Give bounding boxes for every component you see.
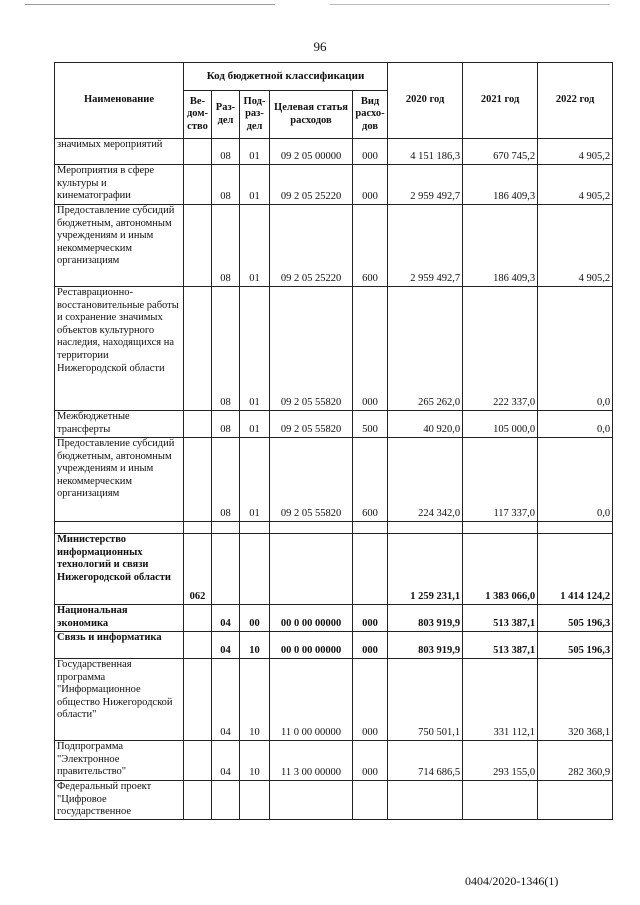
row-vid — [353, 522, 388, 534]
header-2022: 2022 год — [538, 63, 613, 139]
row-vedomstvo — [184, 741, 212, 781]
row-2021 — [463, 522, 538, 534]
row-2021: 670 745,2 — [463, 139, 538, 165]
row-name: Национальная экономика — [55, 605, 184, 632]
row-razdel: 08 — [212, 438, 240, 522]
row-vid — [353, 781, 388, 820]
table-row — [55, 411, 613, 438]
row-2020: 4 151 186,3 — [388, 139, 463, 165]
row-2020: 2 959 492,7 — [388, 205, 463, 287]
row-podrazdel: 10 — [240, 659, 270, 741]
row-2021 — [463, 781, 538, 820]
row-razdel: 04 — [212, 659, 240, 741]
row-2022 — [538, 781, 613, 820]
row-vedomstvo — [184, 605, 212, 632]
row-podrazdel: 00 — [240, 605, 270, 632]
table-row — [55, 205, 613, 287]
row-vid: 000 — [353, 287, 388, 411]
table-body — [55, 139, 613, 820]
row-target: 09 2 05 00000 — [270, 139, 353, 165]
row-razdel: 04 — [212, 741, 240, 781]
row-name: значимых мероприятий — [55, 139, 184, 165]
row-target: 09 2 05 25220 — [270, 165, 353, 205]
row-2020: 265 262,0 — [388, 287, 463, 411]
row-2022: 505 196,3 — [538, 632, 613, 659]
row-2020: 224 342,0 — [388, 438, 463, 522]
row-2022: 0,0 — [538, 411, 613, 438]
row-target — [270, 522, 353, 534]
row-vedomstvo — [184, 411, 212, 438]
row-razdel: 08 — [212, 287, 240, 411]
table-row — [55, 632, 613, 659]
row-name: Министерство информационных технологий и связи Нижегородской области — [55, 534, 184, 605]
table-row — [55, 522, 613, 534]
header-podrazdel: Под- раз- дел — [240, 91, 270, 139]
row-razdel — [212, 522, 240, 534]
table-row — [55, 741, 613, 781]
row-razdel: 04 — [212, 632, 240, 659]
row-razdel — [212, 534, 240, 605]
row-vedomstvo — [184, 165, 212, 205]
row-name: Межбюджетные трансферты — [55, 411, 184, 438]
header-vedomstvo: Ве- дом- ство — [184, 91, 212, 139]
row-name: Федеральный проект "Цифровое государственное — [55, 781, 184, 820]
row-vedomstvo — [184, 781, 212, 820]
row-target: 09 2 05 55820 — [270, 287, 353, 411]
row-2022: 0,0 — [538, 287, 613, 411]
row-vedomstvo — [184, 632, 212, 659]
row-2020: 714 686,5 — [388, 741, 463, 781]
row-2022: 505 196,3 — [538, 605, 613, 632]
row-name: Предоставление субсидий бюджетным, автономным учреждениям и иным некоммерческим организациям — [55, 438, 184, 522]
row-2021: 222 337,0 — [463, 287, 538, 411]
row-2022: 282 360,9 — [538, 741, 613, 781]
row-2021: 513 387,1 — [463, 632, 538, 659]
row-podrazdel — [240, 534, 270, 605]
row-razdel: 08 — [212, 411, 240, 438]
row-target — [270, 781, 353, 820]
row-2021: 105 000,0 — [463, 411, 538, 438]
row-2022: 320 368,1 — [538, 659, 613, 741]
row-target: 09 2 05 55820 — [270, 438, 353, 522]
top-rule — [25, 4, 275, 5]
page-number: 96 — [313, 39, 327, 54]
header-target: Целевая статья расходов — [270, 91, 353, 139]
row-vedomstvo — [184, 522, 212, 534]
row-vid: 000 — [353, 741, 388, 781]
row-name: Реставрационно-восстановительные работы и сохранение значимых объектов культурного наследия, находящихся на территории Нижегородской области — [55, 287, 184, 411]
row-podrazdel — [240, 781, 270, 820]
row-target: 11 3 00 00000 — [270, 741, 353, 781]
row-podrazdel: 01 — [240, 438, 270, 522]
row-vid: 000 — [353, 139, 388, 165]
table-row — [55, 605, 613, 632]
row-podrazdel: 01 — [240, 139, 270, 165]
row-vid: 000 — [353, 632, 388, 659]
row-2020: 750 501,1 — [388, 659, 463, 741]
table-row — [55, 165, 613, 205]
row-vid: 600 — [353, 205, 388, 287]
table-row — [55, 659, 613, 741]
row-2021: 513 387,1 — [463, 605, 538, 632]
row-vid: 000 — [353, 165, 388, 205]
row-2020: 2 959 492,7 — [388, 165, 463, 205]
row-2022: 4 905,2 — [538, 165, 613, 205]
row-2022: 4 905,2 — [538, 139, 613, 165]
row-2022: 4 905,2 — [538, 205, 613, 287]
row-name: Мероприятия в сфере культуры и кинематографии — [55, 165, 184, 205]
row-2021: 186 409,3 — [463, 165, 538, 205]
row-target: 11 0 00 00000 — [270, 659, 353, 741]
header-razdel: Раз- дел — [212, 91, 240, 139]
row-2020: 803 919,9 — [388, 605, 463, 632]
row-podrazdel — [240, 522, 270, 534]
header-vid: Вид расхо- дов — [353, 91, 388, 139]
header-code-group: Код бюджетной классификации — [184, 63, 388, 91]
table-row — [55, 534, 613, 605]
row-2022 — [538, 522, 613, 534]
row-vedomstvo — [184, 287, 212, 411]
row-2021: 186 409,3 — [463, 205, 538, 287]
row-2020: 40 920,0 — [388, 411, 463, 438]
row-vedomstvo — [184, 659, 212, 741]
table-row — [55, 438, 613, 522]
table-row — [55, 139, 613, 165]
row-2020: 803 919,9 — [388, 632, 463, 659]
row-target — [270, 534, 353, 605]
row-2021: 293 155,0 — [463, 741, 538, 781]
row-2022: 1 414 124,2 — [538, 534, 613, 605]
row-name: Государственная программа "Информационное общество Нижегородской области" — [55, 659, 184, 741]
budget-table — [54, 62, 613, 820]
top-rule-right — [330, 4, 610, 5]
row-vedomstvo: 062 — [184, 534, 212, 605]
row-vedomstvo — [184, 438, 212, 522]
row-podrazdel: 01 — [240, 411, 270, 438]
row-2020 — [388, 781, 463, 820]
row-podrazdel: 10 — [240, 632, 270, 659]
row-2021: 117 337,0 — [463, 438, 538, 522]
row-razdel — [212, 781, 240, 820]
row-name — [55, 522, 184, 534]
row-vid: 500 — [353, 411, 388, 438]
row-target: 09 2 05 25220 — [270, 205, 353, 287]
row-vid: 000 — [353, 659, 388, 741]
header-name: Наименование — [55, 63, 184, 139]
row-target: 09 2 05 55820 — [270, 411, 353, 438]
document-code: 0404/2020-1346(1) — [465, 874, 559, 888]
row-vid: 600 — [353, 438, 388, 522]
row-vedomstvo — [184, 205, 212, 287]
row-target: 00 0 00 00000 — [270, 605, 353, 632]
row-vedomstvo — [184, 139, 212, 165]
header-2020: 2020 год — [388, 63, 463, 139]
row-podrazdel: 01 — [240, 165, 270, 205]
row-target: 00 0 00 00000 — [270, 632, 353, 659]
row-2020 — [388, 522, 463, 534]
row-2020: 1 259 231,1 — [388, 534, 463, 605]
row-name: Подпрограмма "Электронное правительство" — [55, 741, 184, 781]
row-razdel: 04 — [212, 605, 240, 632]
row-razdel: 08 — [212, 139, 240, 165]
row-2022: 0,0 — [538, 438, 613, 522]
row-podrazdel: 10 — [240, 741, 270, 781]
table-row — [55, 781, 613, 820]
row-name: Предоставление субсидий бюджетным, автономным учреждениям и иным некоммерческим организациям — [55, 205, 184, 287]
row-2021: 1 383 066,0 — [463, 534, 538, 605]
row-podrazdel: 01 — [240, 205, 270, 287]
row-name: Связь и информатика — [55, 632, 184, 659]
row-podrazdel: 01 — [240, 287, 270, 411]
row-razdel: 08 — [212, 205, 240, 287]
row-vid: 000 — [353, 605, 388, 632]
row-vid — [353, 534, 388, 605]
row-razdel: 08 — [212, 165, 240, 205]
header-2021: 2021 год — [463, 63, 538, 139]
row-2021: 331 112,1 — [463, 659, 538, 741]
table-row — [55, 287, 613, 411]
